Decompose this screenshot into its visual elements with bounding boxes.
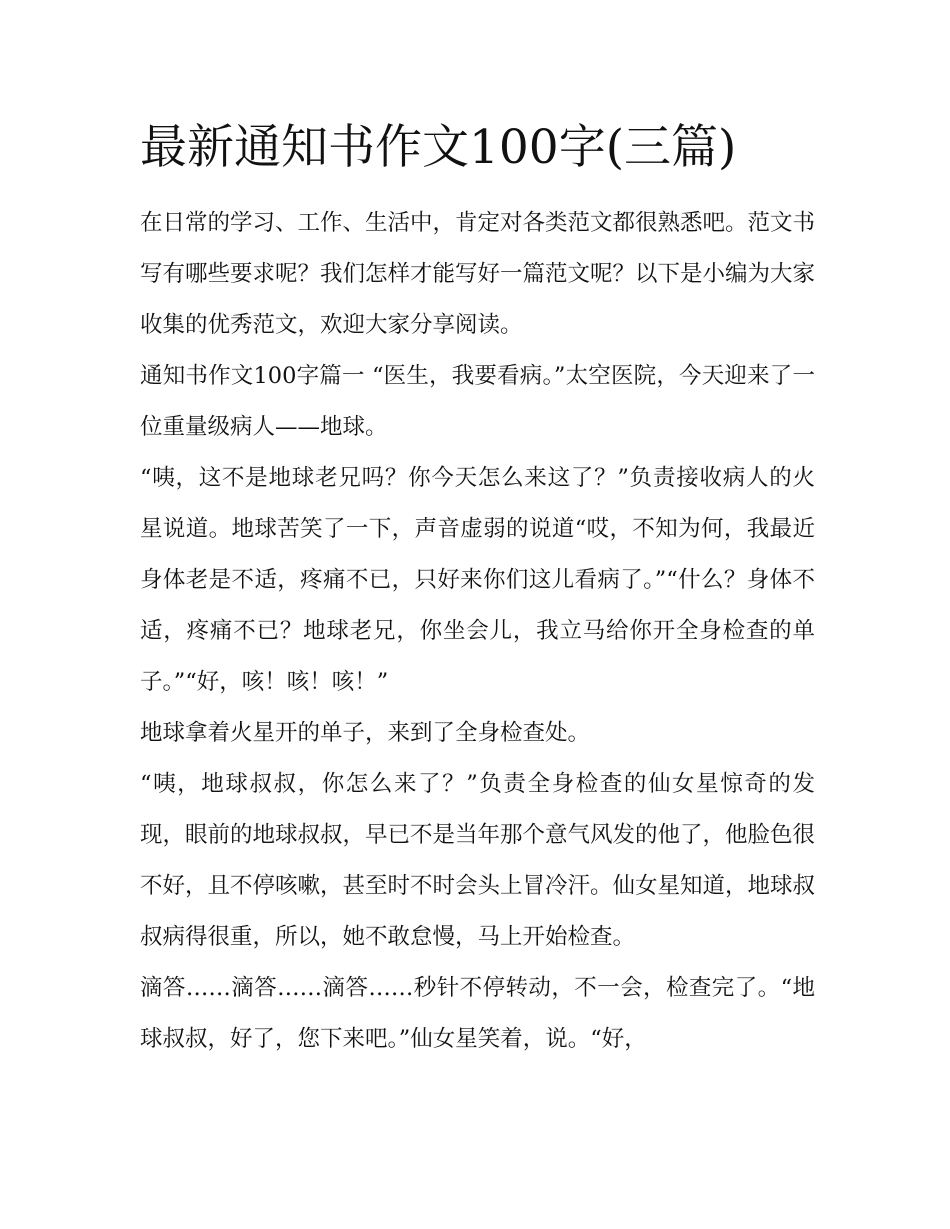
paragraph-andromeda-exam: “咦，地球叔叔，你怎么来了？”负责全身检查的仙女星惊奇的发现，眼前的地球叔叔，早已不是当年那个意气风发的他了，他脸色很不好，且不停咳嗽，甚至时不时会头上冒冷汗。仙女星知道，地球叔叔病得很重，所以，她不敢怠慢，马上开始检查。: [140, 771, 816, 950]
paragraph-checkup-transition: 地球拿着火星开的单子，来到了全身检查处。: [140, 720, 591, 746]
document-body: [140, 198, 815, 1065]
paragraph-intro: 在日常的学习、工作、生活中，肯定对各类范文都很熟悉吧。范文书写有哪些要求呢？我们怎样才能写好一篇范文呢？以下是小编为大家收集的优秀范文，欢迎大家分享阅读。: [140, 210, 816, 338]
paragraph-exam-complete: 滴答……滴答……滴答……秒针不停转动，不一会，检查完了。“地球叔叔，好了，您下来吧。”仙女星笑着，说。“好，: [140, 975, 815, 1052]
paragraph-mars-dialogue: “咦，这不是地球老兄吗？你今天怎么来这了？”负责接收病人的火星说道。地球苦笑了一下，声音虚弱的说道“哎，不知为何，我最近身体老是不适，疼痛不已，只好来你们这儿看病了。”“什么？身体不适，疼痛不已？地球老兄，你坐会儿，我立马给你开全身检查的单子。”“好，咳！咳！咳！”: [140, 465, 815, 695]
document-title: 最新通知书作文100字(三篇): [140, 120, 737, 175]
paragraph-essay-start: 通知书作文100字篇一 “医生，我要看病。”太空医院，今天迎来了一位重量级病人——地球。: [140, 363, 815, 440]
